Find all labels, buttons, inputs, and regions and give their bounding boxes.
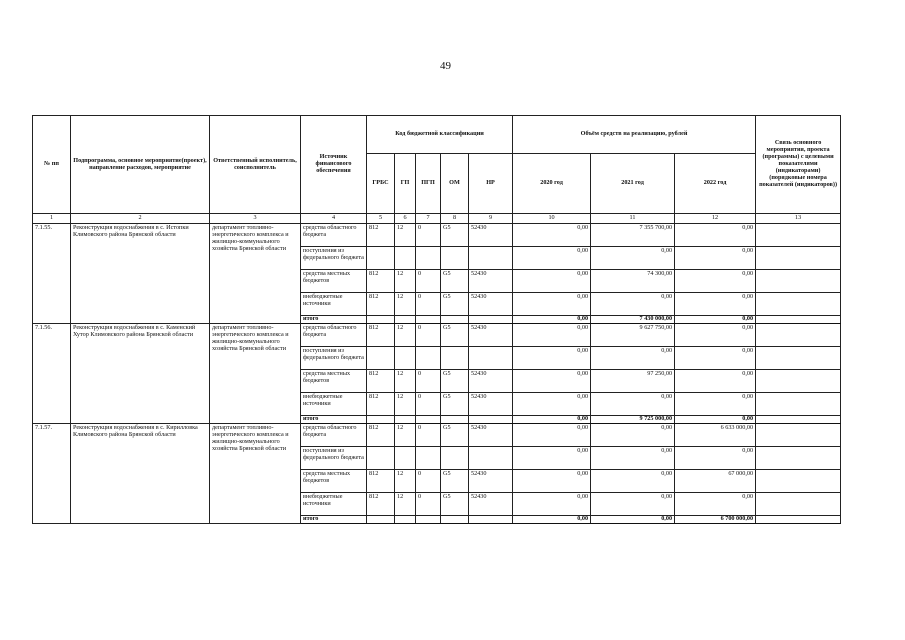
- cell-grbs: [367, 446, 395, 469]
- cell-empty: [367, 315, 395, 323]
- cell-pgp: 0: [416, 323, 441, 346]
- cell-om: G5: [441, 269, 469, 292]
- cell-y2022: 0,00: [675, 369, 756, 392]
- cell-empty: [395, 515, 416, 523]
- header-no: № пп: [33, 116, 71, 214]
- cell-y2021: 0,00: [591, 292, 675, 315]
- header-code-nr: НР: [469, 154, 513, 214]
- cell-grbs: 812: [367, 292, 395, 315]
- row-program: Реконструкция водоснабжения в с. Кирилловка Климовского района Брянской области: [71, 423, 210, 523]
- cell-link: [756, 392, 841, 415]
- cell-y2020: 0,00: [513, 492, 591, 515]
- cell-y2021: 0,00: [591, 246, 675, 269]
- cell-link: [756, 369, 841, 392]
- cell-om: [441, 246, 469, 269]
- cell-link: [756, 346, 841, 369]
- page-number: 49: [440, 60, 451, 72]
- cell-empty: [395, 315, 416, 323]
- cell-gp: 12: [395, 269, 416, 292]
- total-y2021: 7 430 000,00: [591, 315, 675, 323]
- cell-om: G5: [441, 223, 469, 246]
- cell-y2022: 6 633 000,00: [675, 423, 756, 446]
- cell-empty: [416, 315, 441, 323]
- cell-y2020: 0,00: [513, 246, 591, 269]
- cell-y2021: 74 300,00: [591, 269, 675, 292]
- cell-y2020: 0,00: [513, 369, 591, 392]
- col-number: 12: [675, 214, 756, 224]
- cell-pgp: 0: [416, 423, 441, 446]
- col-number: 1: [33, 214, 71, 224]
- column-number-row: [33, 214, 841, 224]
- header-year-2020: 2020 год: [513, 154, 591, 214]
- row-number: 7.1.57.: [33, 423, 71, 523]
- row-responsible: департамент топливно-энергетического комплекса и жилищно-коммунального хозяйства Брянской области: [210, 423, 301, 523]
- cell-empty: [416, 415, 441, 423]
- row-source: внебюджетные источники: [301, 492, 367, 515]
- cell-om: G5: [441, 292, 469, 315]
- cell-grbs: 812: [367, 269, 395, 292]
- row-source: внебюджетные источники: [301, 292, 367, 315]
- cell-nr: 52430: [469, 392, 513, 415]
- total-label: итого: [301, 415, 367, 423]
- cell-empty: [441, 315, 469, 323]
- cell-om: G5: [441, 323, 469, 346]
- cell-grbs: 812: [367, 369, 395, 392]
- col-number: 6: [395, 214, 416, 224]
- cell-gp: 12: [395, 223, 416, 246]
- cell-y2022: 0,00: [675, 223, 756, 246]
- total-y2020: 0,00: [513, 515, 591, 523]
- row-source: средства областного бюджета: [301, 223, 367, 246]
- header-code-om: ОМ: [441, 154, 469, 214]
- total-y2020: 0,00: [513, 415, 591, 423]
- cell-pgp: 0: [416, 269, 441, 292]
- cell-y2020: 0,00: [513, 346, 591, 369]
- header-code-pgp: ПГП: [416, 154, 441, 214]
- cell-link: [756, 492, 841, 515]
- cell-nr: 52430: [469, 269, 513, 292]
- cell-y2022: 0,00: [675, 492, 756, 515]
- cell-grbs: 812: [367, 469, 395, 492]
- col-number: 2: [71, 214, 210, 224]
- table-header: [33, 116, 841, 224]
- col-number: 10: [513, 214, 591, 224]
- cell-pgp: 0: [416, 369, 441, 392]
- total-label: итого: [301, 515, 367, 523]
- row-responsible: департамент топливно-энергетического комплекса и жилищно-коммунального хозяйства Брянской области: [210, 223, 301, 323]
- cell-y2020: 0,00: [513, 323, 591, 346]
- cell-y2020: 0,00: [513, 423, 591, 446]
- cell-link: [756, 415, 841, 423]
- cell-y2021: 0,00: [591, 423, 675, 446]
- row-program: Реконструкция водоснабжения в с. Истопки Климовского района Брянской области: [71, 223, 210, 323]
- cell-y2022: 0,00: [675, 392, 756, 415]
- total-y2022: 0,00: [675, 415, 756, 423]
- cell-nr: 52430: [469, 423, 513, 446]
- cell-y2022: 0,00: [675, 269, 756, 292]
- row-source: внебюджетные источники: [301, 392, 367, 415]
- row-number: 7.1.55.: [33, 223, 71, 323]
- cell-y2020: 0,00: [513, 446, 591, 469]
- col-number: 13: [756, 214, 841, 224]
- cell-y2022: 0,00: [675, 246, 756, 269]
- cell-nr: 52430: [469, 223, 513, 246]
- cell-grbs: [367, 246, 395, 269]
- table-row: [33, 423, 841, 446]
- cell-y2021: 0,00: [591, 346, 675, 369]
- cell-y2020: 0,00: [513, 292, 591, 315]
- cell-y2021: 0,00: [591, 446, 675, 469]
- row-source: поступления из федерального бюджета: [301, 346, 367, 369]
- cell-pgp: 0: [416, 469, 441, 492]
- header-code-grbs: ГРБС: [367, 154, 395, 214]
- header-code-gp: ГП: [395, 154, 416, 214]
- row-source: средства местных бюджетов: [301, 469, 367, 492]
- header-year-2021: 2021 год: [591, 154, 675, 214]
- cell-empty: [469, 515, 513, 523]
- cell-pgp: [416, 446, 441, 469]
- cell-pgp: [416, 346, 441, 369]
- cell-gp: 12: [395, 369, 416, 392]
- header-volume-group: Объём средств на реализацию, рублей: [513, 116, 756, 154]
- cell-link: [756, 423, 841, 446]
- table-row: [33, 223, 841, 246]
- cell-y2022: 0,00: [675, 446, 756, 469]
- cell-nr: [469, 246, 513, 269]
- cell-grbs: 812: [367, 323, 395, 346]
- cell-gp: 12: [395, 423, 416, 446]
- cell-y2021: 0,00: [591, 492, 675, 515]
- cell-gp: [395, 246, 416, 269]
- header-responsible: Ответственный исполнитель, соисполнитель: [210, 116, 301, 214]
- cell-nr: [469, 446, 513, 469]
- cell-grbs: [367, 346, 395, 369]
- cell-om: G5: [441, 469, 469, 492]
- cell-y2022: 0,00: [675, 323, 756, 346]
- cell-y2022: 0,00: [675, 292, 756, 315]
- cell-link: [756, 292, 841, 315]
- cell-nr: 52430: [469, 323, 513, 346]
- cell-gp: 12: [395, 392, 416, 415]
- cell-y2020: 0,00: [513, 223, 591, 246]
- row-source: средства местных бюджетов: [301, 369, 367, 392]
- cell-empty: [469, 415, 513, 423]
- cell-y2021: 0,00: [591, 469, 675, 492]
- cell-link: [756, 315, 841, 323]
- col-number: 11: [591, 214, 675, 224]
- cell-y2021: 0,00: [591, 392, 675, 415]
- cell-link: [756, 446, 841, 469]
- cell-link: [756, 246, 841, 269]
- header-code-group: Код бюджетной классификации: [367, 116, 513, 154]
- cell-om: G5: [441, 423, 469, 446]
- total-y2022: 6 700 000,00: [675, 515, 756, 523]
- cell-empty: [469, 315, 513, 323]
- cell-grbs: 812: [367, 492, 395, 515]
- cell-grbs: 812: [367, 223, 395, 246]
- cell-gp: 12: [395, 323, 416, 346]
- header-year-2022: 2022 год: [675, 154, 756, 214]
- cell-link: [756, 515, 841, 523]
- cell-empty: [441, 515, 469, 523]
- cell-y2020: 0,00: [513, 392, 591, 415]
- cell-link: [756, 223, 841, 246]
- col-number: 4: [301, 214, 367, 224]
- cell-om: G5: [441, 392, 469, 415]
- cell-y2021: 97 250,00: [591, 369, 675, 392]
- cell-y2021: 9 627 750,00: [591, 323, 675, 346]
- cell-empty: [441, 415, 469, 423]
- row-source: средства областного бюджета: [301, 423, 367, 446]
- total-y2021: 0,00: [591, 515, 675, 523]
- cell-y2021: 7 355 700,00: [591, 223, 675, 246]
- cell-nr: 52430: [469, 369, 513, 392]
- cell-pgp: 0: [416, 223, 441, 246]
- cell-gp: 12: [395, 469, 416, 492]
- row-source: средства областного бюджета: [301, 323, 367, 346]
- total-y2022: 0,00: [675, 315, 756, 323]
- cell-pgp: 0: [416, 392, 441, 415]
- col-number: 3: [210, 214, 301, 224]
- cell-y2020: 0,00: [513, 469, 591, 492]
- header-program: Подпрограмма, основное мероприятие(проект), направление расходов, мероприятие: [71, 116, 210, 214]
- row-program: Реконструкция водоснабжения в с. Каменский Хутор Климовского района Брянской области: [71, 323, 210, 423]
- cell-pgp: 0: [416, 292, 441, 315]
- total-y2021: 9 725 000,00: [591, 415, 675, 423]
- table-row: [33, 323, 841, 346]
- cell-nr: 52430: [469, 292, 513, 315]
- cell-pgp: [416, 246, 441, 269]
- cell-nr: 52430: [469, 469, 513, 492]
- table-body: [33, 223, 841, 523]
- row-number: 7.1.56.: [33, 323, 71, 423]
- row-source: поступления из федерального бюджета: [301, 246, 367, 269]
- cell-grbs: 812: [367, 423, 395, 446]
- col-number: 5: [367, 214, 395, 224]
- total-label: итого: [301, 315, 367, 323]
- row-source: средства местных бюджетов: [301, 269, 367, 292]
- header-source: Источник финансового обеспечения: [301, 116, 367, 214]
- cell-gp: 12: [395, 292, 416, 315]
- header-link: Связь основного мероприятия, проекта (программы) с целевыми показателями (индикаторами) (порядковые номера показателей (индикаторов)): [756, 116, 841, 214]
- cell-gp: [395, 446, 416, 469]
- cell-gp: [395, 346, 416, 369]
- cell-empty: [367, 415, 395, 423]
- cell-grbs: 812: [367, 392, 395, 415]
- cell-link: [756, 323, 841, 346]
- cell-y2020: 0,00: [513, 269, 591, 292]
- cell-empty: [395, 415, 416, 423]
- cell-nr: [469, 346, 513, 369]
- cell-pgp: 0: [416, 492, 441, 515]
- col-number: 9: [469, 214, 513, 224]
- col-number: 7: [416, 214, 441, 224]
- col-number: 8: [441, 214, 469, 224]
- cell-y2022: 0,00: [675, 346, 756, 369]
- budget-table: [32, 115, 841, 524]
- cell-link: [756, 269, 841, 292]
- cell-y2022: 67 000,00: [675, 469, 756, 492]
- cell-empty: [367, 515, 395, 523]
- cell-om: G5: [441, 492, 469, 515]
- cell-nr: 52430: [469, 492, 513, 515]
- total-y2020: 0,00: [513, 315, 591, 323]
- cell-om: G5: [441, 369, 469, 392]
- row-source: поступления из федерального бюджета: [301, 446, 367, 469]
- cell-empty: [416, 515, 441, 523]
- cell-link: [756, 469, 841, 492]
- cell-om: [441, 446, 469, 469]
- cell-gp: 12: [395, 492, 416, 515]
- cell-om: [441, 346, 469, 369]
- row-responsible: департамент топливно-энергетического комплекса и жилищно-коммунального хозяйства Брянской области: [210, 323, 301, 423]
